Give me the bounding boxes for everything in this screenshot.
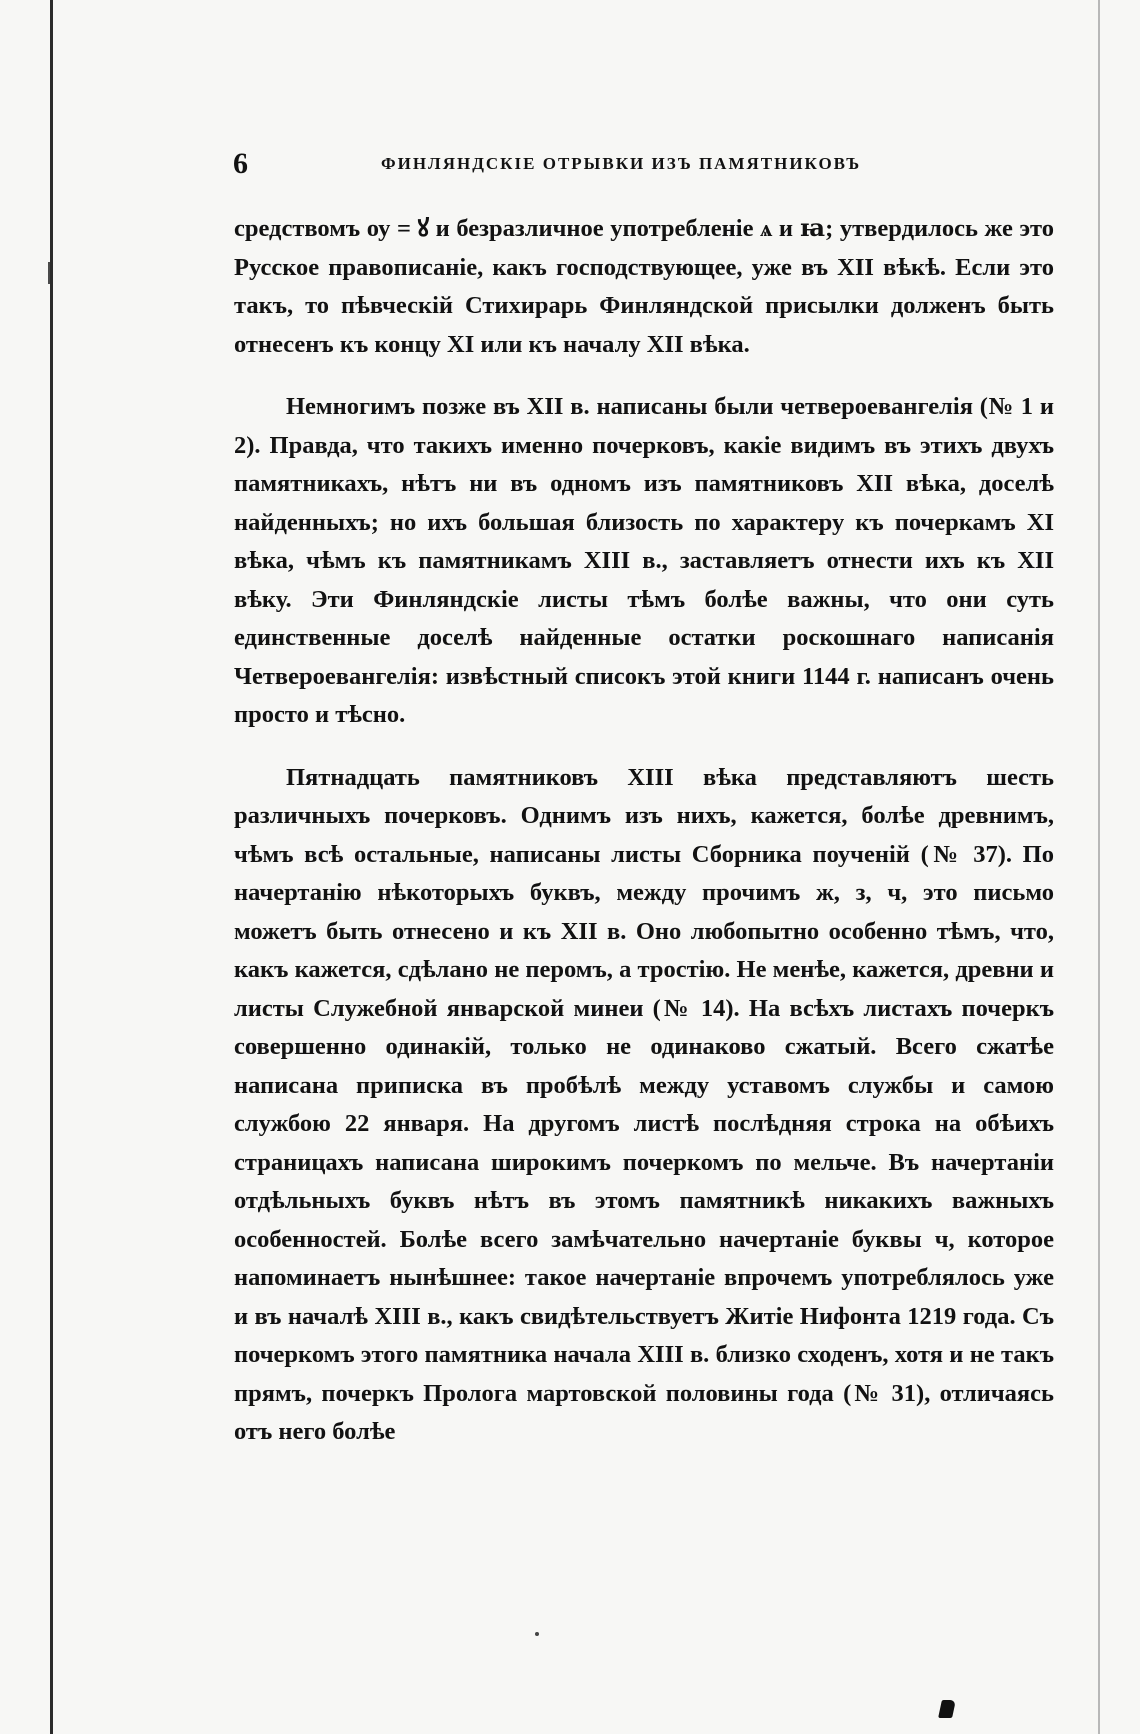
paragraph-twelfth-century: Немногимъ позже въ XII в. написаны были четвероевангелія (№ 1 и 2). Правда, что такихъ именно почерковъ, какіе видимъ въ этихъ двухъ памятникахъ, нѣтъ ни въ одномъ изъ памятниковъ XII вѣка, доселѣ найденныхъ; но ихъ большая близость по характеру къ почеркамъ XI вѣка, чѣмъ къ памятникамъ XIII в., заставляетъ отнести ихъ къ XII вѣку. Эти Финляндскіе листы тѣмъ болѣе важны, что они суть единственные доселѣ найденные остатки роскошнаго написанія Четвероевангелія: извѣстный списокъ этой книги 1144 г. написанъ очень просто и тѣсно. — [234, 393, 1054, 728]
page-number: 6 — [233, 147, 248, 180]
scan-ink-mark — [938, 1700, 956, 1718]
scan-speck — [535, 1632, 539, 1636]
running-head: ФИНЛЯНДСКІЕ ОТРЫВКИ ИЗЪ ПАМЯТНИКОВЪ — [381, 154, 862, 173]
scan-page-edge-right — [1098, 0, 1100, 1734]
paragraph-continuation: средствомъ оу = ꙋ и безразличное употребленіе ѧ и ꙗ; утвердилось же это Русское правописаніе, какъ господствующее, уже въ XII вѣкѣ. Если это такъ, то пѣвческій Стихирарь Финляндской присылки долженъ быть отнесенъ къ концу XI или къ началу XII вѣка. — [234, 215, 1054, 358]
scan-page-edge-left — [50, 0, 53, 1734]
page-header — [233, 146, 1053, 182]
paragraph-thirteenth-century: Пятнадцать памятниковъ XIII вѣка представляютъ шесть различныхъ почерковъ. Однимъ изъ нихъ, кажется, болѣе древнимъ, чѣмъ всѣ остальные, написаны листы Сборника поученій (№ 37). По начертанію нѣкоторыхъ буквъ, между прочимъ ж, з, ч, это письмо можетъ быть отнесено и къ XII в. Оно любопытно особенно тѣмъ, что, какъ кажется, сдѣлано не перомъ, а тростію. Не менѣе, кажется, древни и листы Служебной январской минеи (№ 14). На всѣхъ листахъ почеркъ совершенно одинакій, только не одинаково сжатый. Всего сжатѣе написана приписка въ пробѣлѣ между уставомъ службы и самою службою 22 января. На другомъ листѣ послѣдняя строка на обѣихъ страницахъ написана широкимъ почеркомъ по мельче. Въ начертаніи отдѣльныхъ буквъ нѣтъ въ этомъ памятникѣ никакихъ важныхъ особенностей. Болѣе всего замѣчательно начертаніе буквы ч, которое напоминаетъ нынѣшнее: такое начертаніе впрочемъ употреблялось уже и въ началѣ XIII в., какъ свидѣтельствуетъ Житіе Нифонта 1219 года. Съ почеркомъ этого памятника начала XIII в. близко сходенъ, хотя и не такъ прямъ, почеркъ Пролога мартовской половины года (№ 31), отличаясь отъ него болѣе — [234, 763, 1054, 1445]
scan-mark — [48, 262, 50, 284]
page-body — [234, 210, 1054, 1452]
